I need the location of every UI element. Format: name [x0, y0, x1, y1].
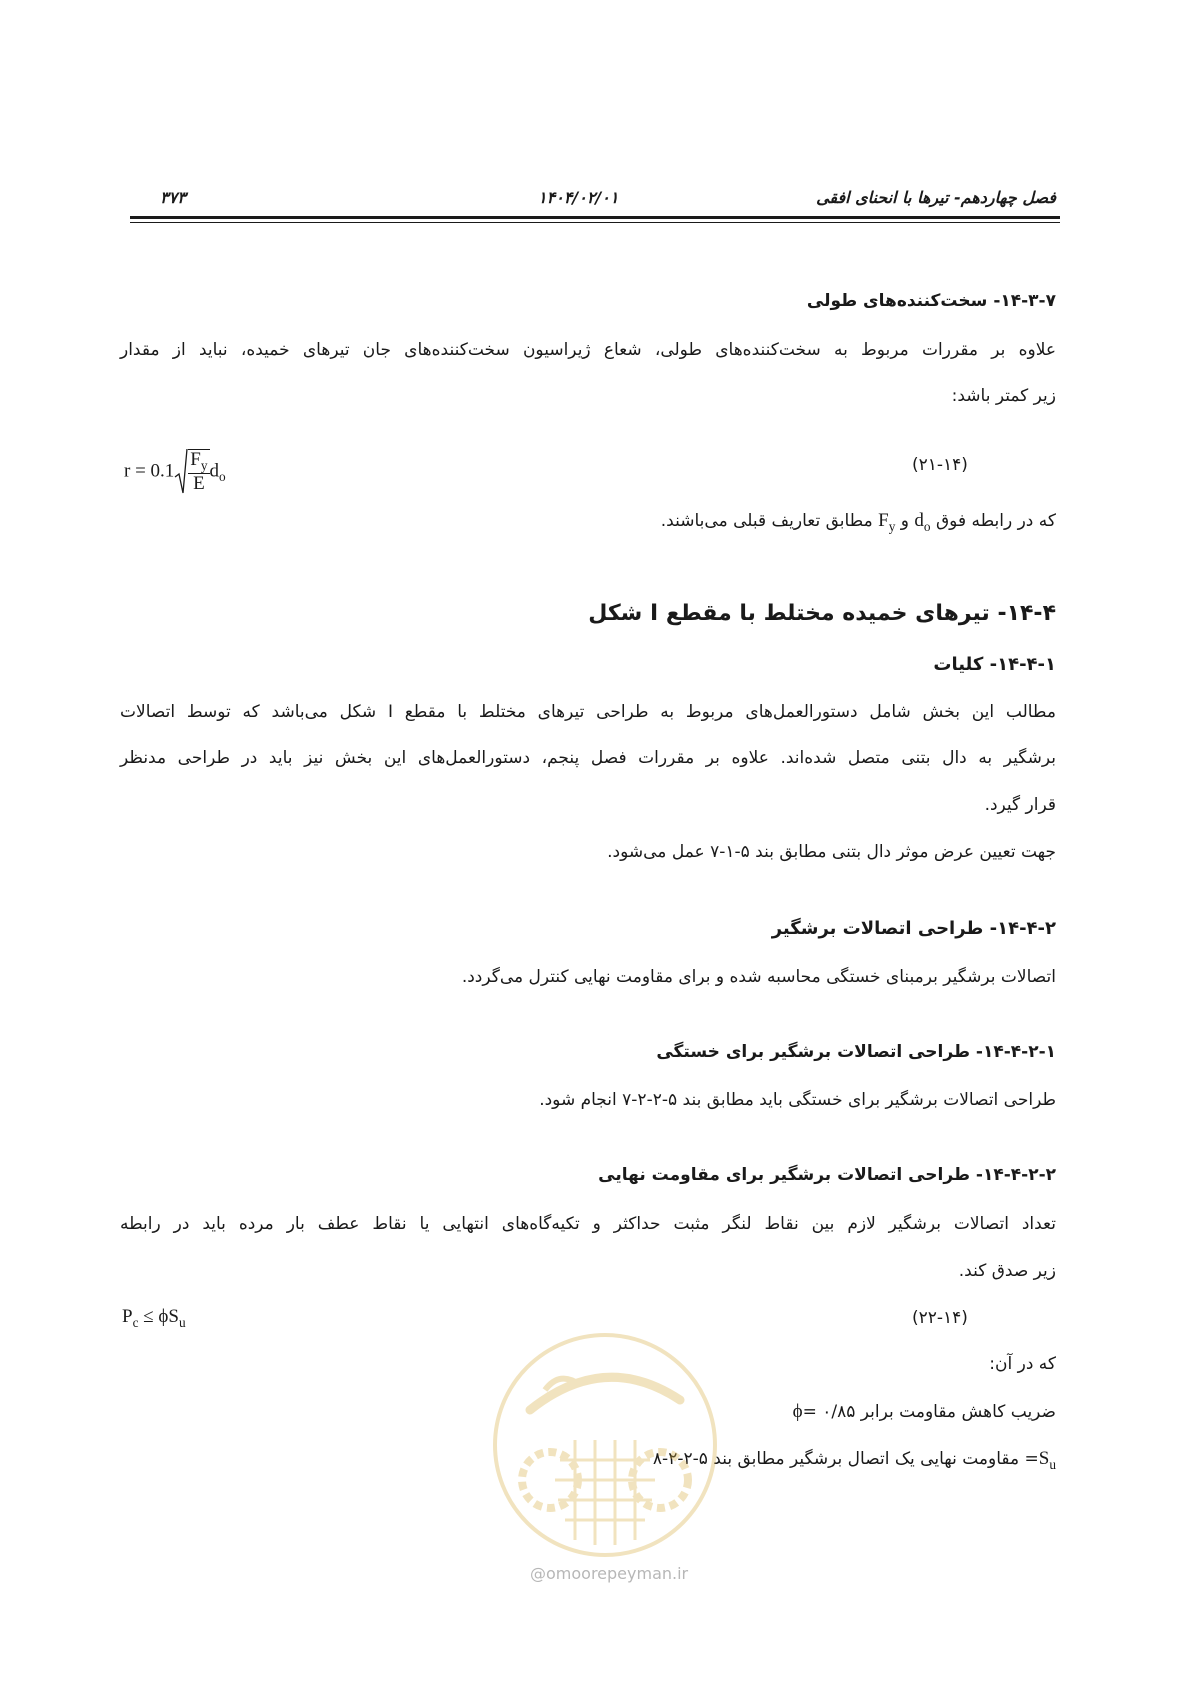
equation-number: (۲۲-۱۴) [912, 1308, 968, 1328]
section-heading-14-3-7: ۱۴-۳-۷- سخت‌کننده‌های طولی [806, 291, 1056, 311]
page-number: ۳۷۳ [160, 188, 186, 207]
watermark-logo [490, 1330, 720, 1560]
paragraph-line: زیر صدق کند. [958, 1261, 1056, 1281]
where-label: که در آن: [989, 1354, 1056, 1374]
equation-22-14: $P_c \le \phi S_u$ [122, 1306, 186, 1330]
fraction-numerator: $F_y$ [190, 448, 208, 473]
eq-r: r = 0.1 [124, 460, 175, 482]
section-heading-14-4-2-2: ۱۴-۴-۲-۲- طراحی اتصالات برشگیر برای مقاومت نهایی [598, 1165, 1056, 1185]
equation-21-14 [124, 447, 226, 497]
section-heading-14-4-2: ۱۴-۴-۲- طراحی اتصالات برشگیر [771, 918, 1056, 939]
definition-phi: ϕ= ضریب کاهش مقاومت برابر ۰/۸۵ [792, 1401, 1056, 1422]
gear-grid-logo-icon [490, 1330, 720, 1560]
paragraph-line: علاوه بر مقررات مربوط به سخت‌کننده‌های طولی، شعاع ژیراسیون سخت‌کننده‌های جان تیرهای خمیده، نباید از مقدار [120, 340, 1056, 360]
paragraph-line: اتصالات برشگیر برمبنای خستگی محاسبه شده و برای مقاومت نهایی کنترل می‌گردد. [461, 967, 1056, 987]
paragraph-line: قرار گیرد. [984, 795, 1056, 815]
eq-d: d [209, 460, 220, 482]
definition-su: $S_u=$ مقاومت نهایی یک اتصال برشگیر مطابق بند ۵-۲-۲-۸ [652, 1448, 1056, 1472]
section-heading-14-4-2-1: ۱۴-۴-۲-۱- طراحی اتصالات برشگیر برای خستگی [656, 1042, 1056, 1062]
paragraph-line: تعداد اتصالات برشگیر لازم بین نقاط لنگر مثبت حداکثر و تکیه‌گاه‌های انتهایی یا نقاط عطف بار مرده باید در رابطه [120, 1214, 1056, 1234]
equation-number: (۲۱-۱۴) [912, 455, 968, 475]
equation-note: که در رابطه فوق $d_o$ و $F_y$ مطابق تعاریف قبلی می‌باشند. [660, 510, 1056, 534]
fraction-denominator: E [193, 473, 205, 495]
eq-d-sub: o [219, 469, 226, 485]
paragraph-line: زیر کمتر باشد: [951, 386, 1056, 406]
section-heading-14-4-1: ۱۴-۴-۱- کلیات [933, 654, 1056, 675]
header-rule-thin [130, 222, 1060, 223]
sqrt-sign-icon [174, 447, 188, 497]
header-date: ۱۴۰۴/۰۲/۰۱ [538, 188, 619, 207]
watermark-url: @omoorepeyman.ir [530, 1564, 689, 1583]
paragraph-line: برشگیر به دال بتنی متصل شده‌اند. علاوه بر مقررات فصل پنجم، دستورالعمل‌های این بخش نیز باید در طراحی مدنظر [120, 748, 1056, 768]
paragraph-line: طراحی اتصالات برشگیر برای خستگی باید مطابق بند ۵-۲-۲-۷ انجام شود. [539, 1090, 1056, 1110]
section-heading-14-4: ۱۴-۴- تیرهای خمیده مختلط با مقطع I شکل [588, 601, 1056, 626]
fraction [188, 449, 209, 495]
paragraph-line: مطالب این بخش شامل دستورالعمل‌های مربوط به طراحی تیرهای مختلط با مقطع I شکل می‌باشد که توسط اتصالات [120, 702, 1056, 722]
header-rule [130, 216, 1060, 219]
chapter-title: فصل چهاردهم- تیرها با انحنای افقی [816, 188, 1056, 207]
paragraph-line: جهت تعیین عرض موثر دال بتنی مطابق بند ۵-۱-۷ عمل می‌شود. [607, 842, 1056, 862]
sqrt [174, 447, 209, 497]
